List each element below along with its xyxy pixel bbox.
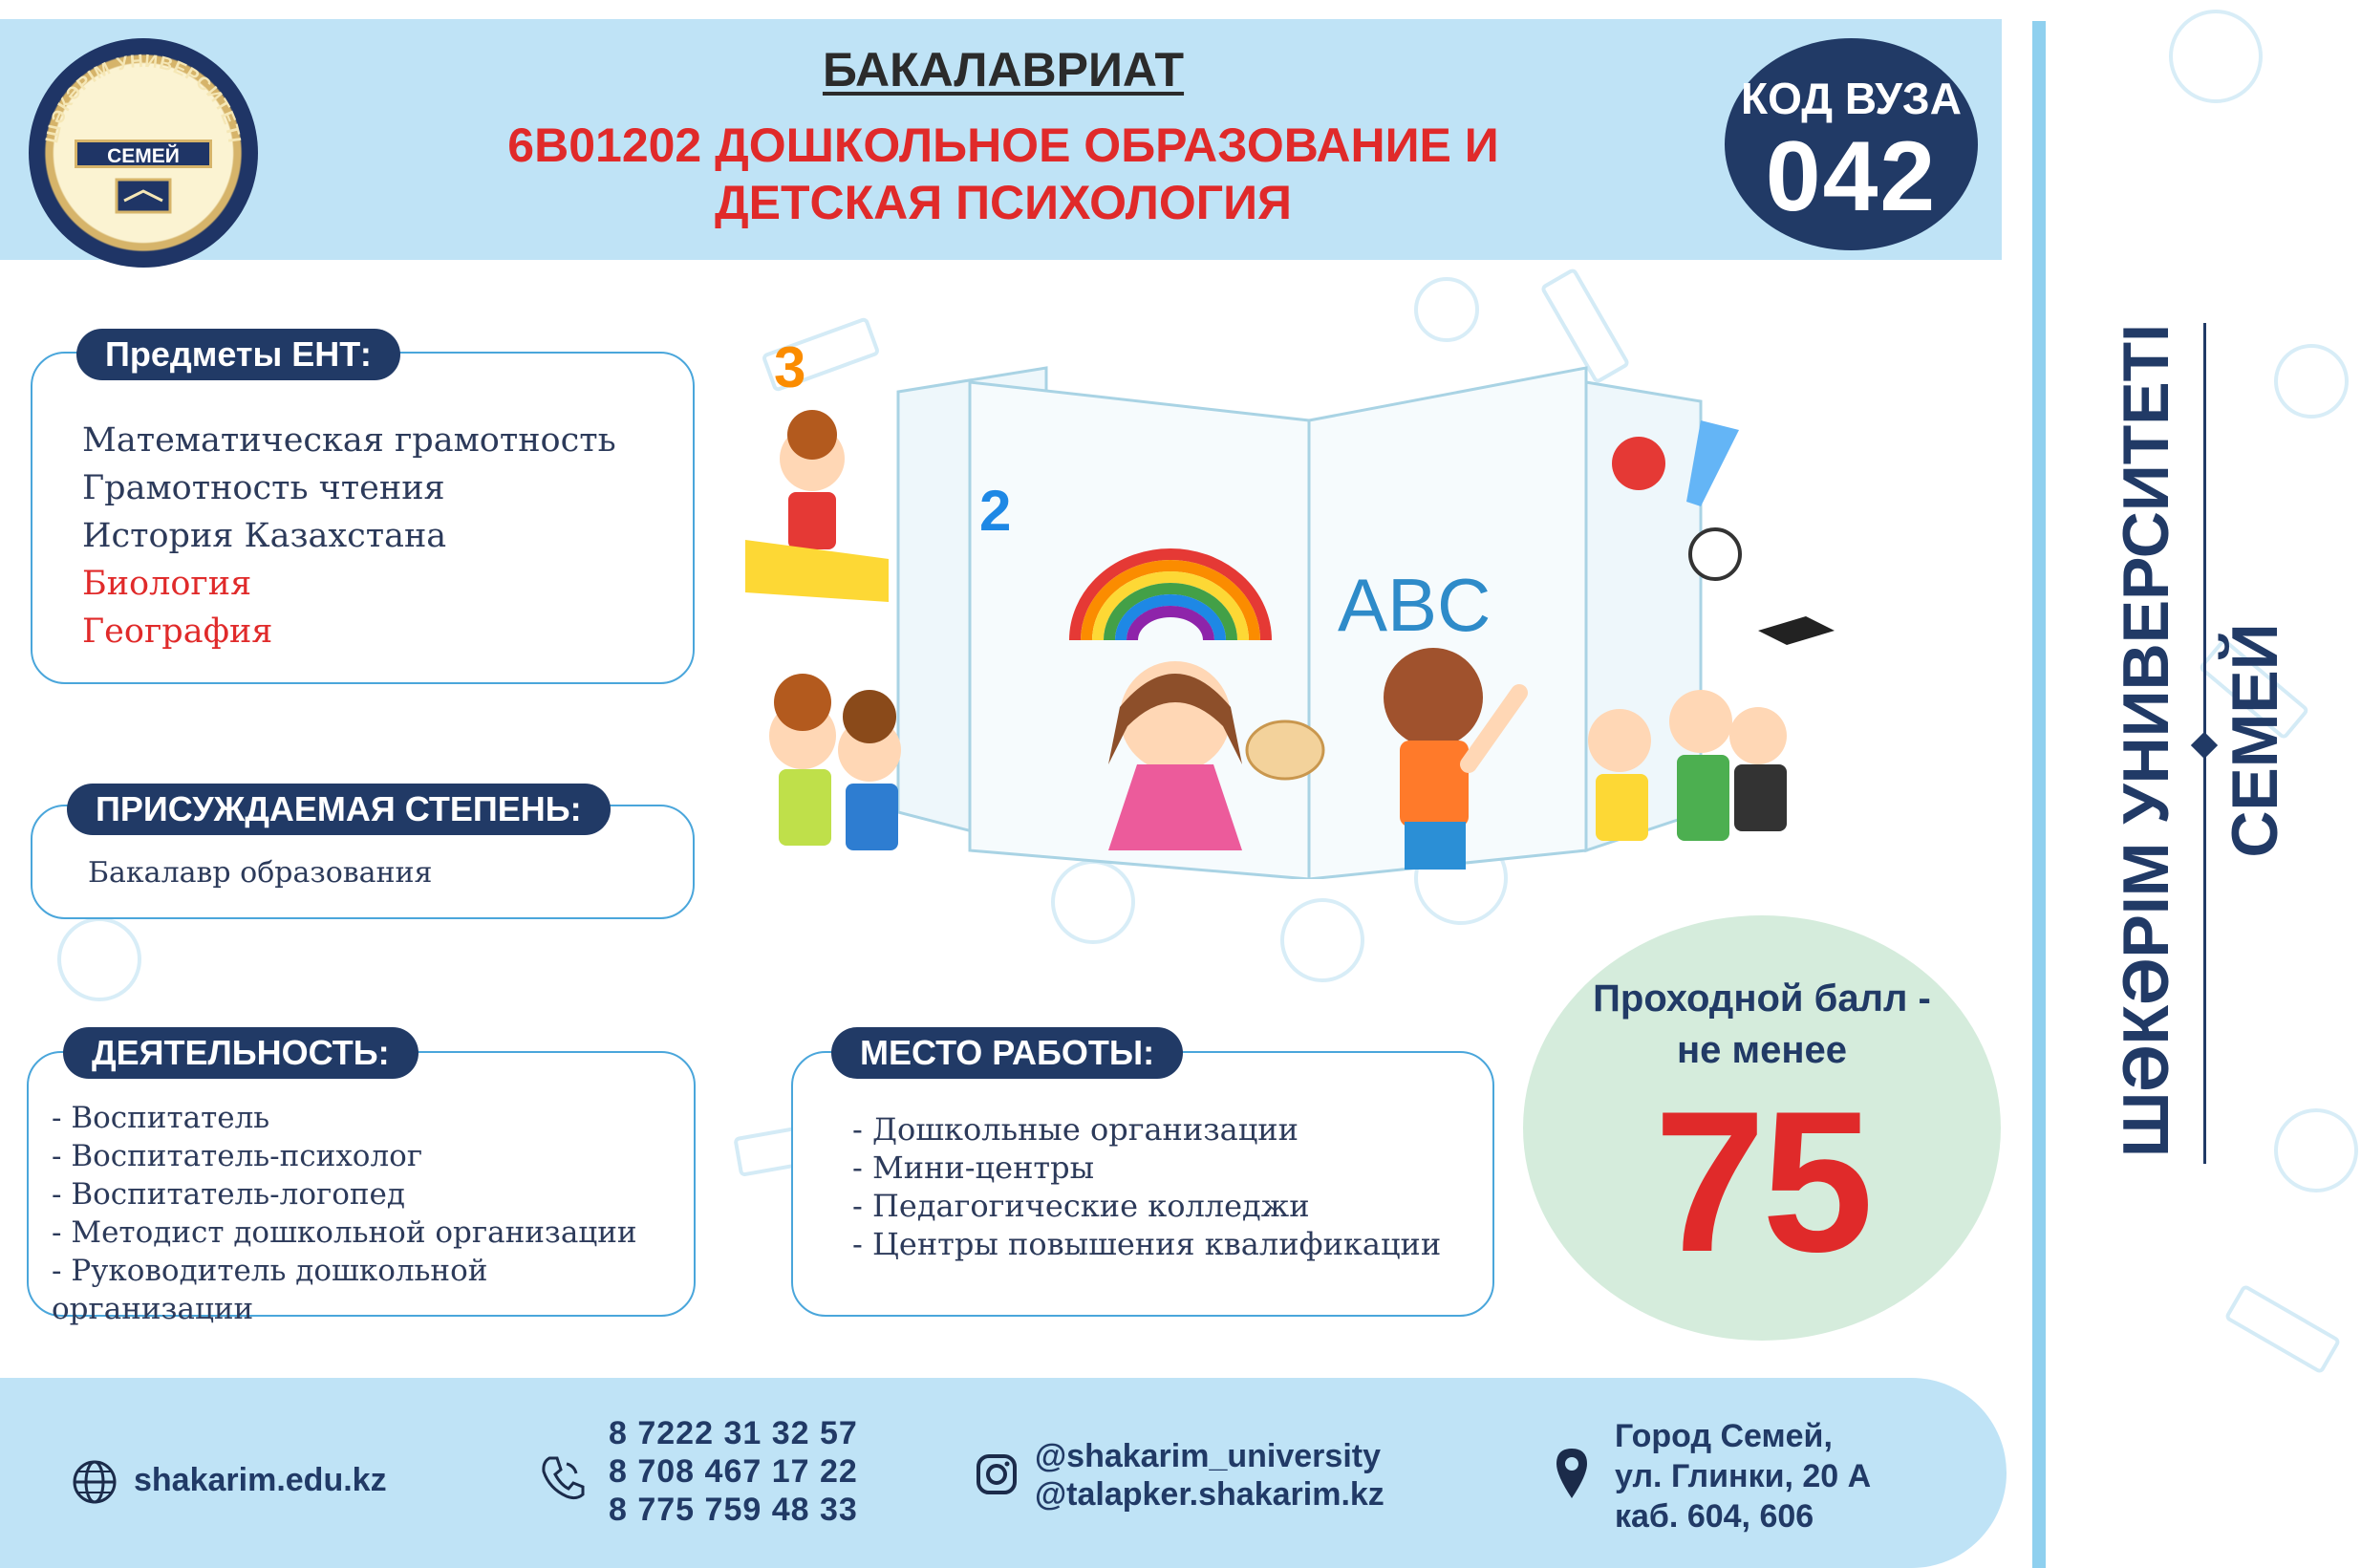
bg-doodle-icon: [57, 917, 141, 1001]
activity-item: - Методист дошкольной организации: [52, 1215, 637, 1250]
children-book-illustration: [745, 315, 1835, 879]
degree-heading: ПРИСУЖДАЕМАЯ СТЕПЕНЬ:: [67, 784, 611, 835]
brand-line-2: [2217, 258, 2293, 1223]
passing-score-label: [1523, 973, 2001, 1076]
program-title: [420, 117, 1586, 231]
subject-item-elective: География: [82, 612, 273, 651]
address-line: каб. 604, 606: [1615, 1498, 1814, 1535]
globe-icon: [71, 1458, 118, 1506]
subject-item: Математическая грамотность: [82, 421, 616, 460]
phone-number[interactable]: 8 708 467 17 22: [609, 1453, 858, 1490]
university-logo: [29, 38, 258, 268]
illustration-graphic: [745, 315, 1835, 879]
bg-doodle-icon: [2169, 10, 2263, 103]
address-block: [1615, 1416, 1871, 1536]
vertical-brand: [2073, 258, 2360, 1223]
program-title-line-2: ДЕТСКАЯ ПСИХОЛОГИЯ: [715, 176, 1292, 229]
location-pin-icon: [1553, 1445, 1591, 1502]
address-line: Город Семей,: [1615, 1418, 1833, 1454]
website-link[interactable]: shakarim.edu.kz: [134, 1462, 387, 1498]
subjects-heading: Предметы ЕНТ:: [76, 329, 400, 380]
brand-line-1-text: ШӘКӘРІМ УНИВЕРСИТЕТІ: [2110, 323, 2182, 1158]
activity-box: [27, 1051, 696, 1326]
number-two: 2: [979, 479, 1012, 543]
svg-text:ШӘКӘРІМ УНИВЕРСИТЕТІ: [42, 52, 244, 145]
workplace-list: [852, 1110, 1441, 1263]
brand-line-2-text: СЕМЕЙ: [2219, 623, 2291, 858]
bg-doodle-icon: [1280, 898, 1364, 982]
activity-heading: ДЕЯТЕЛЬНОСТЬ:: [63, 1027, 419, 1079]
passing-score-label-line-1: Проходной балл -: [1593, 977, 1931, 1020]
instagram-icon: [975, 1452, 1019, 1496]
activity-item: - Воспитатель-логопед: [52, 1177, 405, 1212]
social-handle[interactable]: @talapker.shakarim.kz: [1035, 1476, 1384, 1513]
brand-diamond: [2191, 732, 2218, 759]
brand-line-1: [2108, 258, 2184, 1223]
subject-item: Грамотность чтения: [82, 469, 445, 507]
workplace-item: - Дошкольные организации: [852, 1111, 1299, 1148]
phone-list: [609, 1414, 858, 1529]
page-title: БАКАЛАВРИАТ: [822, 43, 1185, 97]
phone-number[interactable]: 8 7222 31 32 57: [609, 1415, 858, 1451]
program-title-line-1: 6В01202 ДОШКОЛЬНОЕ ОБРАЗОВАНИЕ И: [507, 118, 1499, 172]
university-code-badge: [1725, 38, 1978, 250]
phone-icon: [538, 1452, 586, 1504]
university-code-value: 042: [1765, 121, 1938, 232]
subject-item: История Казахстана: [82, 517, 447, 555]
logo-ring-text: ШӘКӘРІМ УНИВЕРСИТЕТІ: [42, 51, 245, 145]
university-code-label: КОД ВУЗА: [1741, 74, 1962, 123]
address-line: ул. Глинки, 20 А: [1615, 1458, 1872, 1494]
passing-score-badge: [1523, 915, 2001, 1341]
phone-number[interactable]: 8 775 759 48 33: [609, 1492, 858, 1528]
workplace-box: [791, 1051, 1494, 1317]
activity-item: - Воспитатель: [52, 1101, 270, 1135]
degree-value: Бакалавр образования: [88, 856, 433, 890]
subjects-box: [31, 352, 695, 684]
passing-score-label-line-2: не менее: [1676, 1029, 1847, 1071]
activity-list: [52, 1099, 694, 1328]
activity-item: - Воспитатель-психолог: [52, 1139, 423, 1173]
subjects-list: [82, 417, 616, 655]
social-handle[interactable]: @shakarim_university: [1035, 1438, 1381, 1474]
page-abc-text: ABC: [1338, 563, 1492, 647]
side-stripe: [2032, 21, 2046, 1568]
logo-band: СЕМЕЙ: [75, 140, 212, 168]
workplace-item: - Педагогические колледжи: [852, 1188, 1310, 1224]
passing-score-value: 75: [1654, 1069, 1870, 1294]
workplace-item: - Мини-центры: [852, 1149, 1095, 1186]
number-three: 3: [774, 335, 806, 399]
activity-item: - Руководитель дошкольной организации: [52, 1254, 488, 1326]
bg-pencil-icon: [2223, 1283, 2341, 1374]
workplace-heading: МЕСТО РАБОТЫ:: [831, 1027, 1183, 1079]
social-list: [1035, 1437, 1384, 1514]
subject-item-elective: Биология: [82, 565, 252, 603]
workplace-item: - Центры повышения квалификации: [852, 1226, 1442, 1262]
